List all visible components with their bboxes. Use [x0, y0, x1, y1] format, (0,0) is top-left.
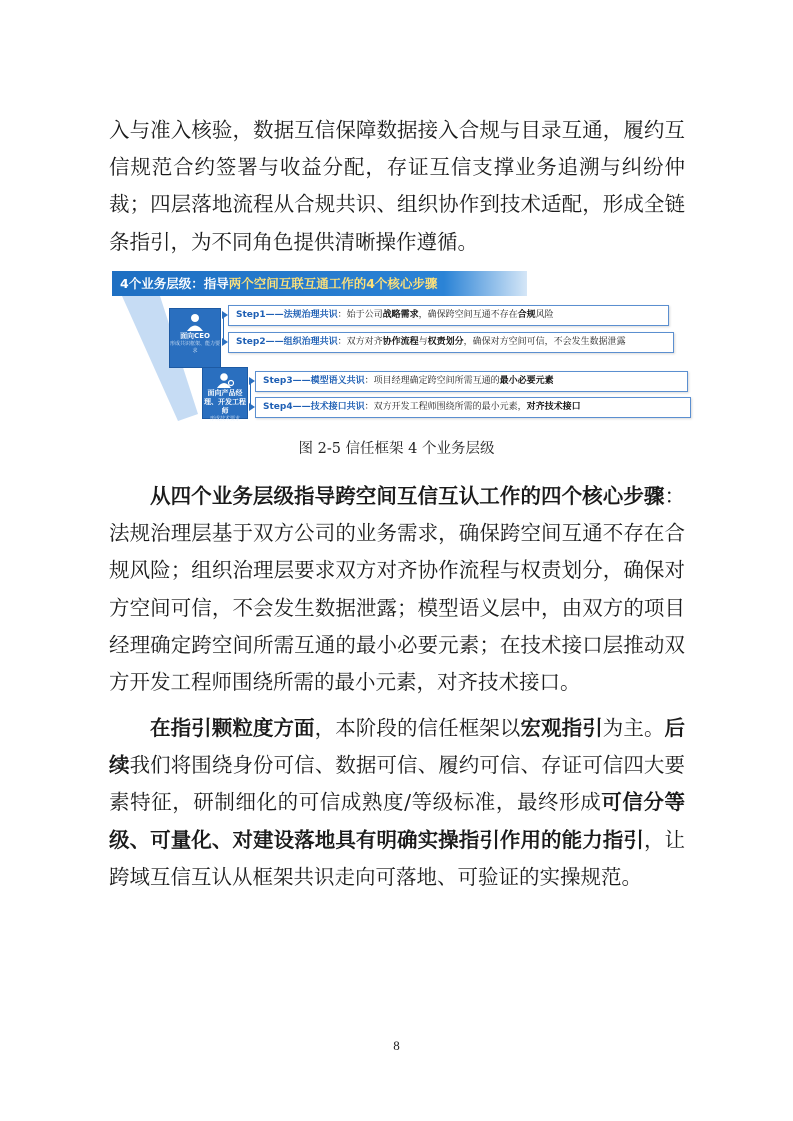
paragraph-granularity — [109, 710, 685, 896]
step-3-bold: 最小必要元素 — [499, 376, 554, 386]
paragraph-core-steps-lead: 从四个业务层级指导跨空间互信互认工作的四个核心步骤 — [150, 484, 665, 508]
paragraph-granularity-text: ，本阶段的信任框架以 — [314, 716, 521, 740]
paragraph-granularity-lead: 在指引颗粒度方面 — [150, 716, 315, 740]
figure-header-highlight: 两个空间互联互通工作的4个核心步骤 — [228, 276, 438, 291]
person-icon — [186, 313, 204, 331]
step-2-text: 与 — [418, 337, 428, 347]
step-1-text: ，确保跨空间互通不存在 — [418, 310, 518, 320]
role-engineer-subtitle: 形成技术要求 — [209, 416, 240, 422]
figure-header — [112, 271, 527, 296]
paragraph-continuation: 入与准入核验，数据互信保障数据接入合规与目录互通，履约互信规范合约签署与收益分配，存证互信支撑业务追溯与纠纷仲裁；四层落地流程从合规共识、组织协作到技术适配，形成全链条指引，为不同角色提供清晰操作遵循。 — [109, 118, 685, 254]
step-2-bold: 协作流程 — [382, 337, 419, 347]
step-3-box — [255, 371, 688, 392]
role-engineer-title: 面向产品经理、开发工程师 — [204, 389, 246, 415]
role-ceo — [169, 308, 221, 368]
trust-framework-figure — [112, 271, 690, 423]
paragraph-granularity-bold: 可信分等级、可量化、对建设落地具有明确实操指引作用的能力指引 — [109, 790, 686, 852]
step-4-box — [255, 397, 691, 418]
paragraph-granularity-bold: 后续 — [109, 716, 686, 778]
step-1-text: 风险 — [535, 310, 554, 320]
role-ceo-title: 面向CEO — [180, 332, 210, 340]
step-2-text: ：双方对齐 — [337, 337, 383, 347]
step-1-bold: 战略需求 — [382, 310, 419, 320]
step-2-box — [228, 332, 674, 353]
step-4-label: Step4——技术接口共识 — [263, 402, 365, 412]
page-number: 8 — [393, 1038, 400, 1053]
step-2-bold: 权责划分 — [427, 337, 464, 347]
step-2-label: Step2——组织治理共识 — [236, 337, 338, 347]
step-1-bold: 合规 — [517, 310, 536, 320]
step-1-text: ：始于公司 — [337, 310, 383, 320]
role-engineer — [202, 367, 248, 422]
paragraph-granularity-bold: 宏观指引 — [520, 716, 603, 740]
step-3-text: ：项目经理确定跨空间所需互通的 — [364, 376, 500, 386]
paragraph-granularity-text: 为主。 — [602, 716, 665, 740]
step-1-label: Step1——法规治理共识 — [236, 310, 338, 320]
step-2-text: ，确保对方空间可信，不会发生数据泄露 — [463, 337, 626, 347]
paragraph-granularity-text: 我们将围绕身份可信、数据可信、履约可信、存证可信四大要素特征，研制细化的可信成熟度/等级标准，最终形成 — [109, 753, 686, 815]
step-3-label: Step3——模型语义共识 — [263, 376, 365, 386]
step-4-text: ：双方开发工程师围绕所需的最小元素， — [364, 402, 527, 412]
engineer-icon — [216, 372, 234, 388]
paragraph-core-steps-body: ：法规治理层基于双方公司的业务需求，确保跨空间互通不存在合规风险；组织治理层要求双方对齐协作流程与权责划分，确保对方空间可信，不会发生数据泄露；模型语义层中，由双方的项目经理确定跨空间所需互通的最小必要元素；在技术接口层推动双方开发工程师围绕所需的最小元素，对齐技术接口。 — [109, 484, 685, 695]
figure-caption: 图 2-5 信任框架 4 个业务层级 — [298, 441, 495, 457]
paragraph-core-steps — [109, 478, 685, 701]
step-1-box — [228, 305, 669, 326]
paragraph-granularity-text: ，让跨域互信互认从框架共识走向可落地、可验证的实操规范。 — [109, 827, 686, 889]
role-ceo-subtitle: 形成共识框架、能力要求 — [170, 341, 221, 354]
step-4-bold: 对齐技术接口 — [526, 402, 581, 412]
figure-header-prefix: 4个业务层级：指导 — [120, 276, 229, 291]
